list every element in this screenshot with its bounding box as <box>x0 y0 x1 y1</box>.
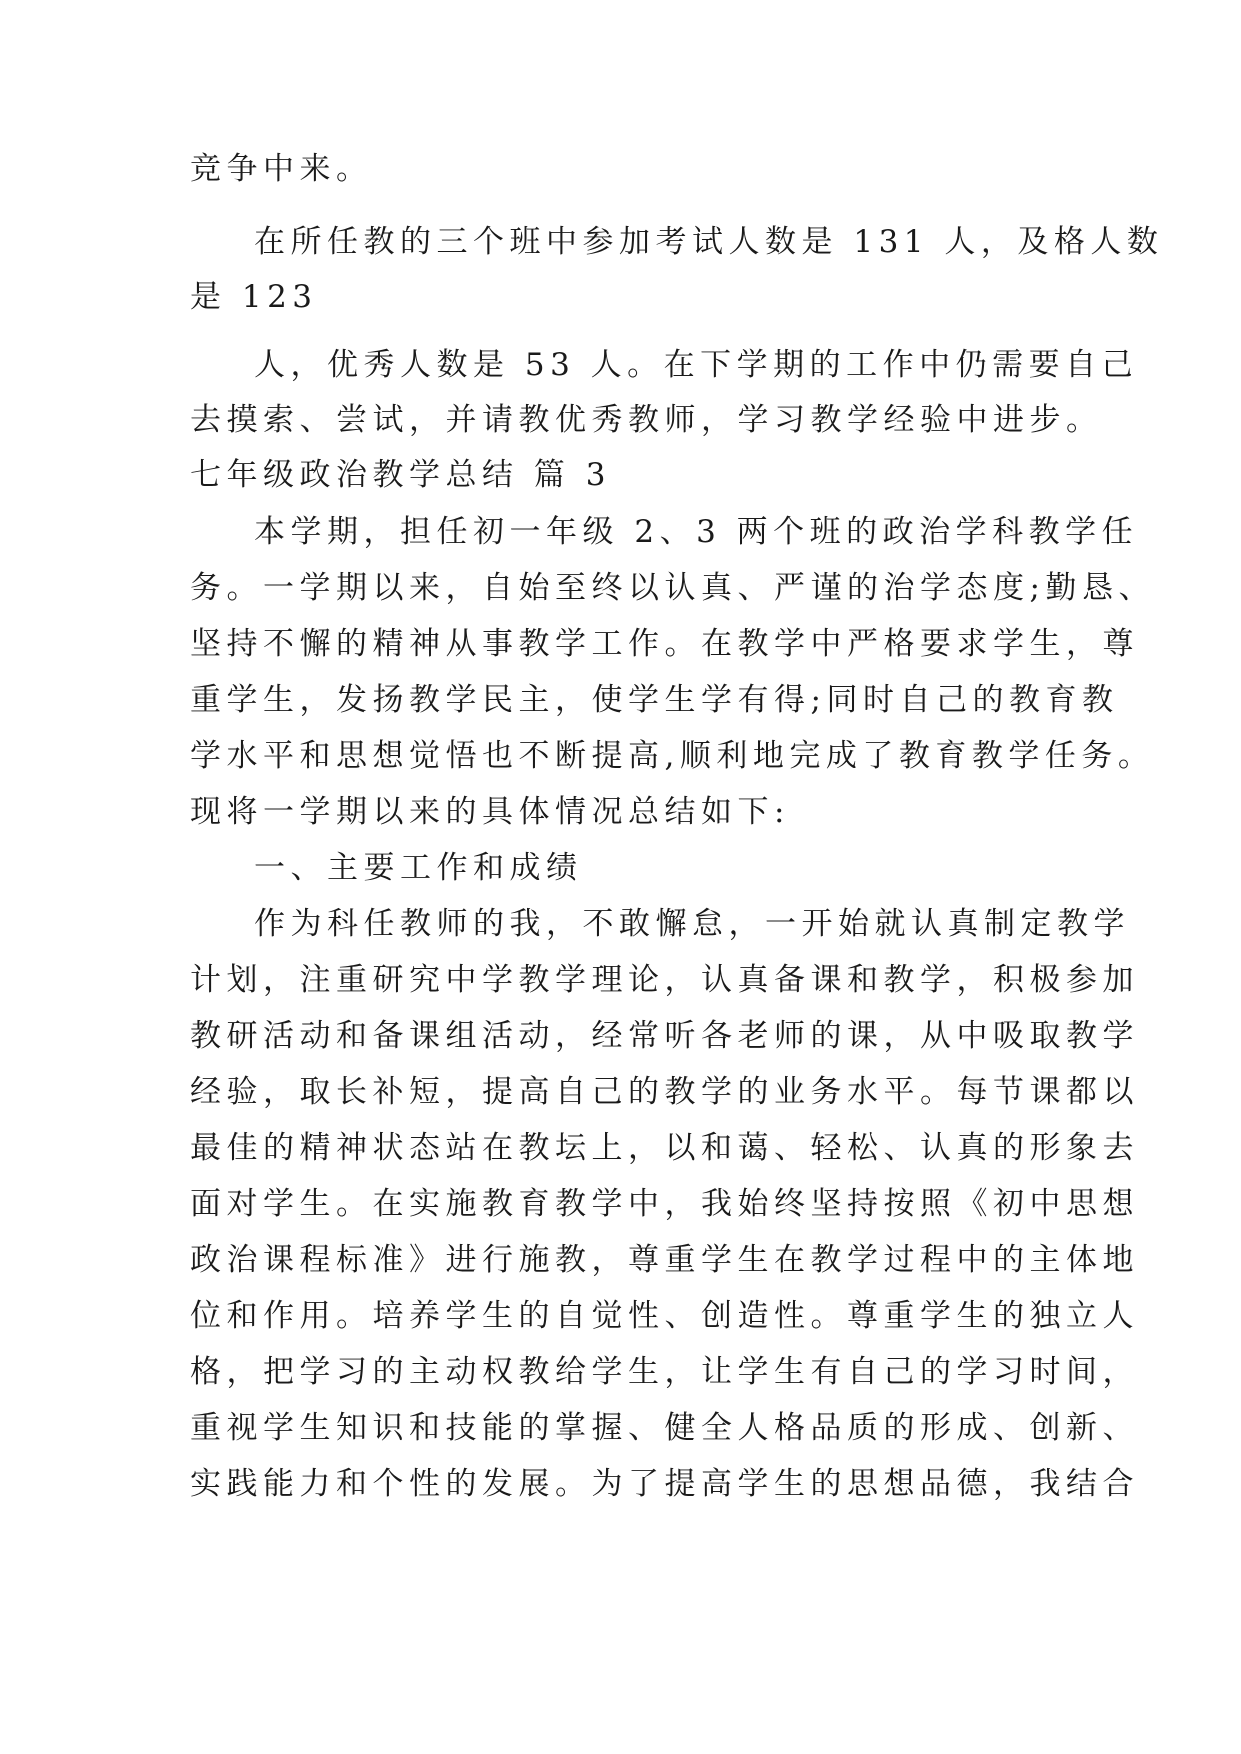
text-line: 实践能力和个性的发展。为了提高学生的思想品德，我结合 <box>190 1466 1139 1502</box>
text-line: 面对学生。在实施教育教学中，我始终坚持按照《初中思想 <box>190 1186 1139 1222</box>
text-line: 是 123 <box>190 279 318 315</box>
text-line: 重视学生知识和技能的掌握、健全人格品质的形成、创新、 <box>190 1410 1139 1446</box>
text-line: 经验，取长补短，提高自己的教学的业务水平。每节课都以 <box>190 1074 1139 1110</box>
paragraph-line: 在所任教的三个班中参加考试人数是 131 人，及格人数 <box>254 224 1164 260</box>
subheading: 一、主要工作和成绩 <box>254 850 583 886</box>
paragraph-line: 人，优秀人数是 53 人。在下学期的工作中仍需要自己 <box>254 347 1139 383</box>
text-line: 最佳的精神状态站在教坛上，以和蔼、轻松、认真的形象去 <box>190 1130 1139 1166</box>
text-line: 竞争中来。 <box>190 151 373 187</box>
text-line: 务。一学期以来，自始至终以认真、严谨的治学态度;勤恳、 <box>190 570 1155 606</box>
text-line: 重学生，发扬教学民主，使学生学有得;同时自己的教育教 <box>190 682 1119 718</box>
text-line: 位和作用。培养学生的自觉性、创造性。尊重学生的独立人 <box>190 1298 1139 1334</box>
text-line: 去摸索、尝试，并请教优秀教师，学习教学经验中进步。 <box>190 402 1103 438</box>
paragraph-line: 本学期，担任初一年级 2、3 两个班的政治学科教学任 <box>254 514 1139 550</box>
text-line: 教研活动和备课组活动，经常听各老师的课，从中吸取教学 <box>190 1018 1139 1054</box>
text-line: 现将一学期以来的具体情况总结如下: <box>190 794 790 830</box>
text-line: 格，把学习的主动权教给学生，让学生有自己的学习时间， <box>190 1354 1139 1390</box>
text-line: 坚持不懈的精神从事教学工作。在教学中严格要求学生，尊 <box>190 626 1139 662</box>
text-line: 计划，注重研究中学教学理论，认真备课和教学，积极参加 <box>190 962 1139 998</box>
text-line: 政治课程标准》进行施教，尊重学生在教学过程中的主体地 <box>190 1242 1139 1278</box>
section-heading: 七年级政治教学总结 篇 3 <box>190 457 611 493</box>
paragraph-line: 作为科任教师的我，不敢懈怠，一开始就认真制定教学 <box>254 906 1130 942</box>
text-line: 学水平和思想觉悟也不断提高,顺利地完成了教育教学任务。 <box>190 738 1155 774</box>
